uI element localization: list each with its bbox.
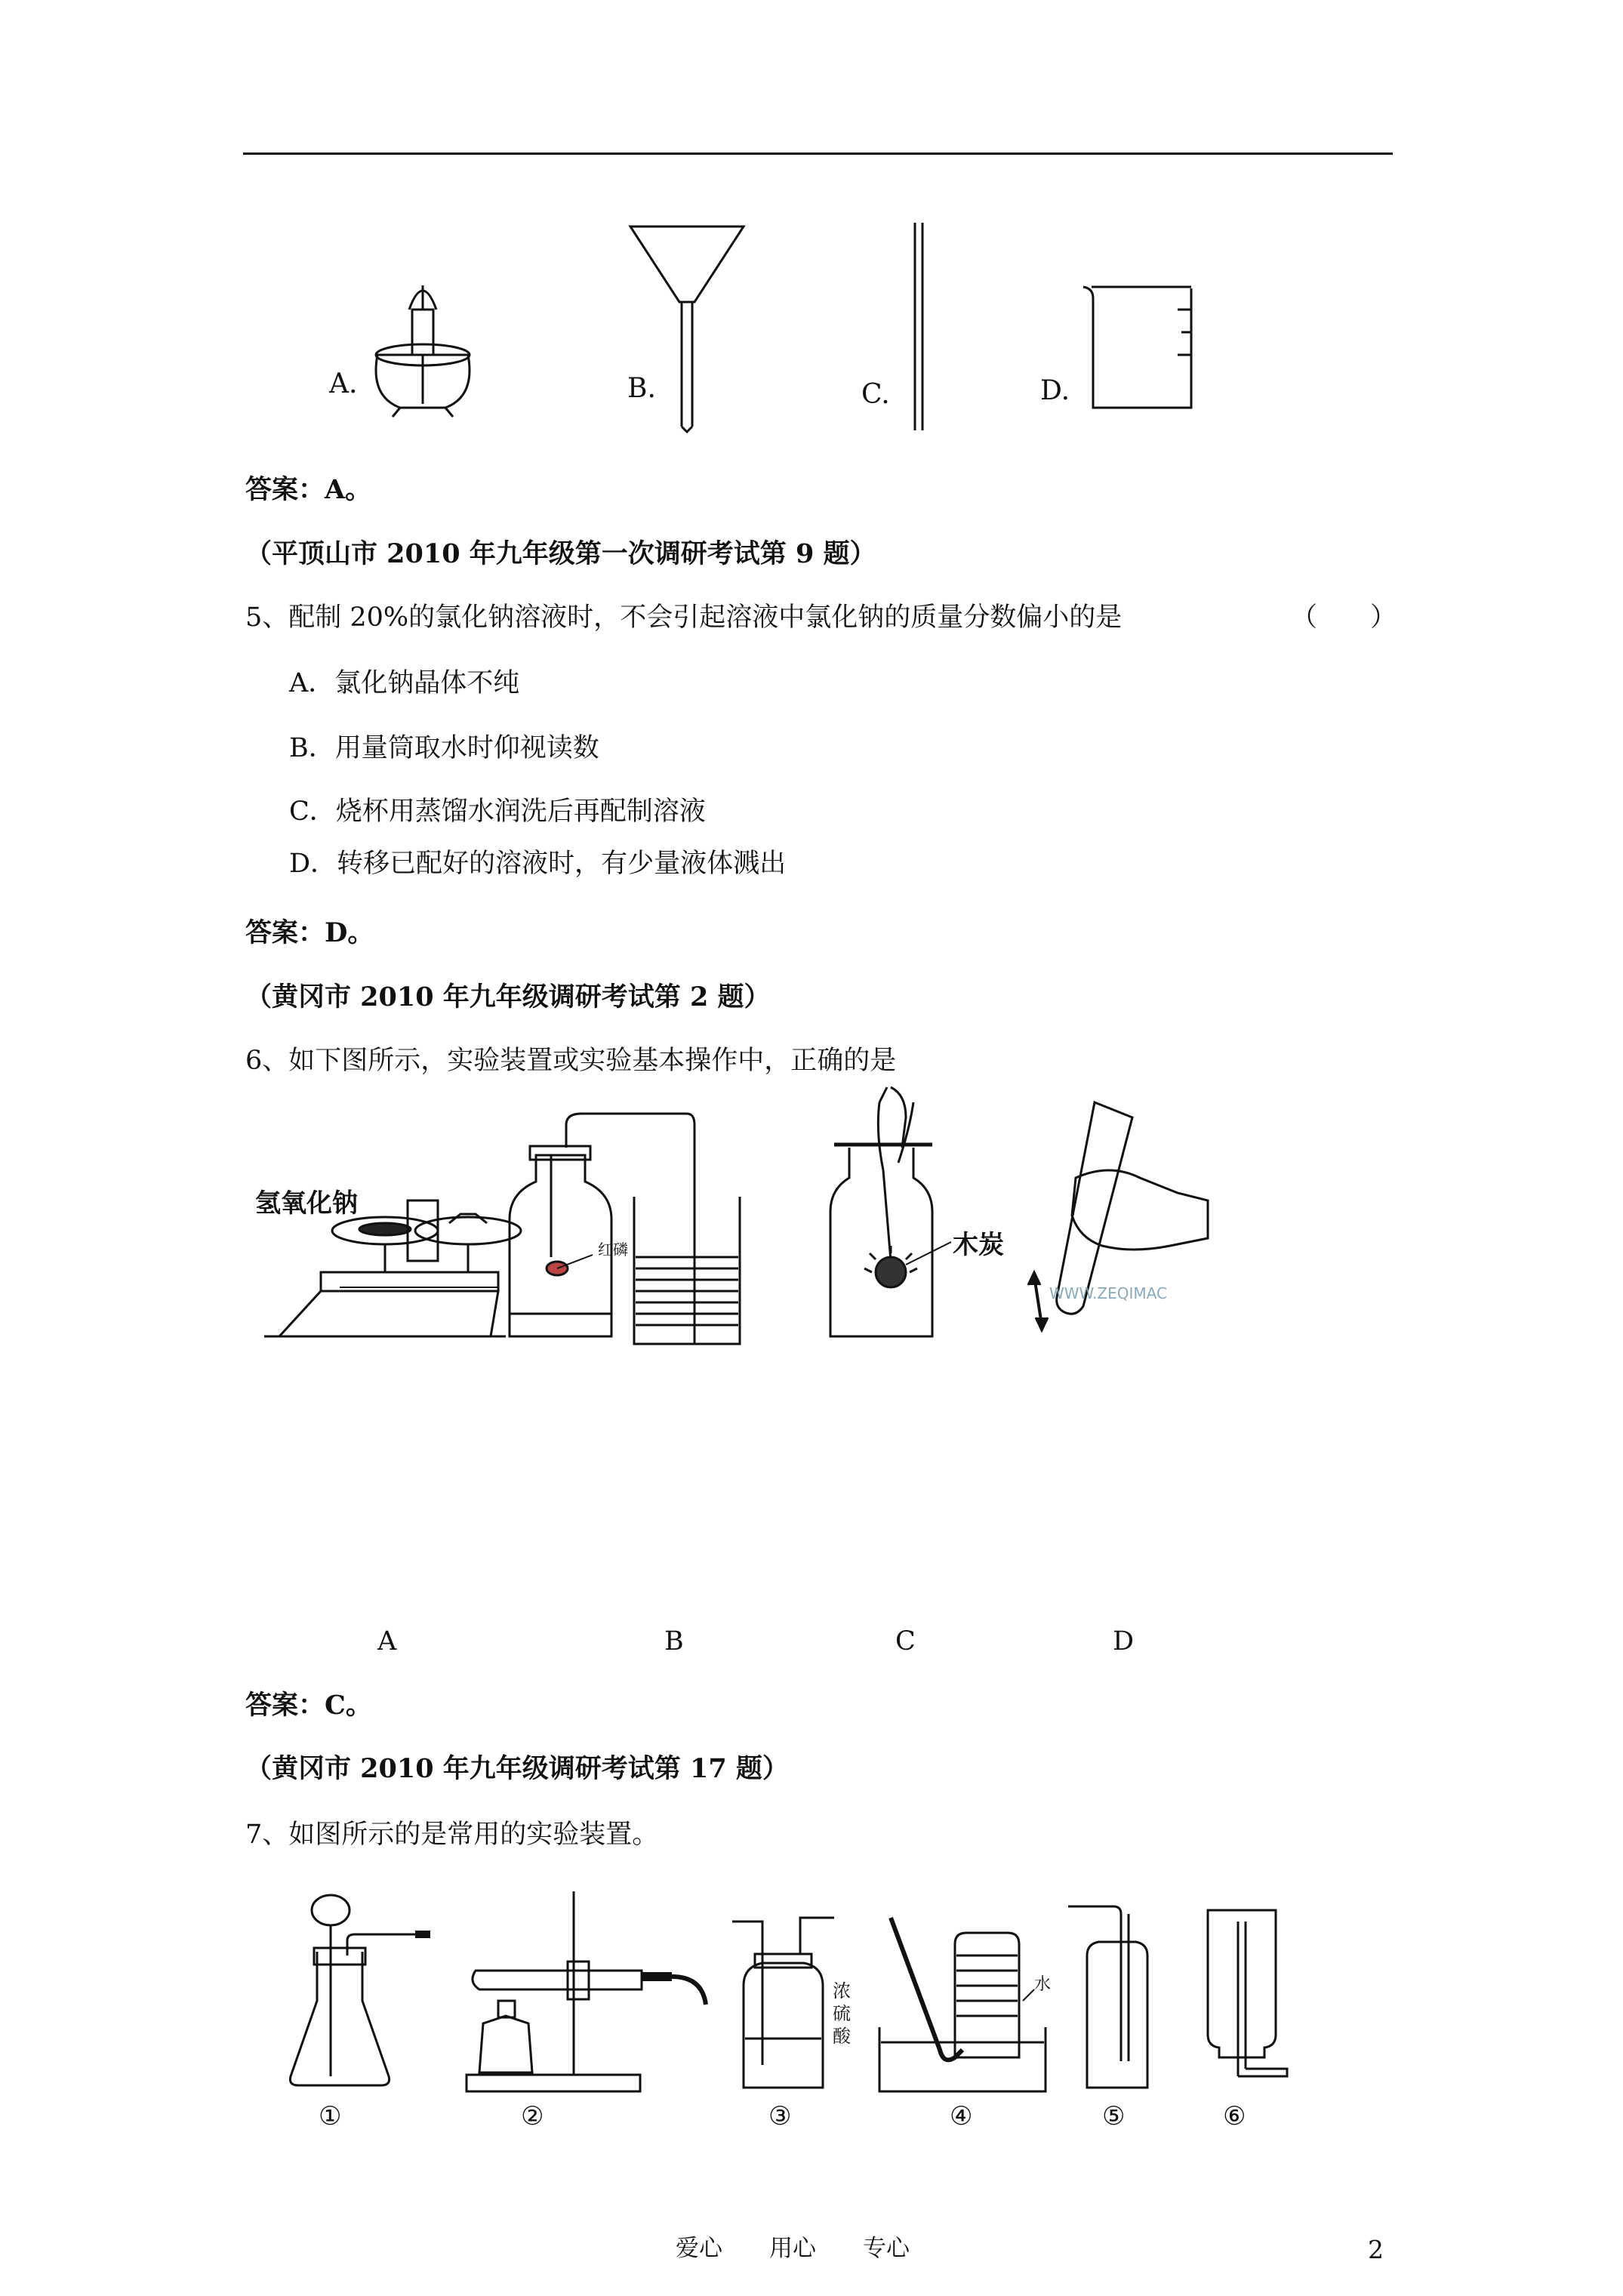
q4-option-d: D.	[1040, 375, 1070, 406]
q4-answer: 答案：A。	[245, 474, 372, 505]
q6-option-d: D	[1113, 1626, 1135, 1657]
header-rule	[243, 153, 1393, 155]
q6-source: （黄冈市 2010 年九年级调研考试第 2 题）	[245, 982, 771, 1012]
q4-option-a: A.	[329, 368, 358, 399]
heated-test-tube-icon	[467, 1891, 706, 2091]
q5-option-c: C．烧杯用蒸馏水润洗后再配制溶液	[289, 797, 706, 827]
inverted-bottle-icon	[1208, 1910, 1287, 2076]
charcoal-label: 木炭	[953, 1230, 1004, 1260]
q7-figure	[279, 1888, 1321, 2137]
q5-option-b: B．用量筒取水时仰视读数	[289, 733, 599, 763]
alcohol-lamp-icon	[376, 285, 470, 417]
q4-figure	[302, 219, 1268, 438]
q4-option-b: B.	[627, 373, 656, 404]
apparatus-3-label: ③	[768, 2101, 792, 2131]
q5-source: （平顶山市 2010 年九年级第一次调研考试第 9 题）	[245, 538, 876, 569]
conc-label-2: 硫	[833, 2003, 851, 2024]
q6-option-c: C	[895, 1626, 916, 1657]
phosphorus-apparatus-icon	[510, 1114, 740, 1344]
apparatus-4-label: ④	[950, 2101, 973, 2131]
gas-bottle-icon	[1068, 1906, 1147, 2088]
red-phosphorus-label: 红磷	[598, 1240, 628, 1259]
naoh-label: 氢氧化钠	[255, 1188, 358, 1219]
q6-figure	[249, 1087, 1276, 1351]
q6-option-a: A	[377, 1626, 397, 1657]
apparatus-2-label: ②	[521, 2101, 544, 2131]
charcoal-combustion-icon	[830, 1087, 951, 1336]
q4-option-c: C.	[861, 379, 890, 410]
flask-with-funnel-icon	[290, 1895, 430, 2085]
page-number: 2	[1368, 2235, 1384, 2264]
q6-option-b: B	[664, 1626, 684, 1657]
balance-icon	[264, 1200, 521, 1336]
apparatus-5-label: ⑤	[1102, 2101, 1126, 2131]
q5-answer: 答案：D。	[245, 917, 374, 948]
q6-answer: 答案：C。	[245, 1690, 372, 1721]
conc-label-1: 浓	[833, 1980, 851, 2002]
beaker-icon	[1083, 287, 1191, 408]
q5-option-a: A．氯化钠晶体不纯	[289, 668, 520, 698]
footer-motto: 爱心 用心 专心	[676, 2235, 910, 2262]
apparatus-1-label: ①	[319, 2101, 342, 2131]
q7-source: （黄冈市 2010 年九年级调研考试第 17 题）	[245, 1753, 789, 1784]
glass-rod-icon	[915, 223, 922, 430]
water-trough-collection-icon	[879, 1918, 1046, 2091]
watermark-label: WWW.ZEQIMAC	[1049, 1284, 1167, 1302]
q6-stem: 6、如下图所示，实验装置或实验基本操作中，正确的是	[245, 1046, 897, 1076]
q5-option-d: D．转移已配好的溶液时，有少量液体溅出	[289, 849, 787, 879]
conc-label-3: 酸	[833, 2026, 851, 2047]
water-label: 水	[1034, 1975, 1052, 1994]
q5-answer-blank: （ ）	[1291, 603, 1397, 633]
q5-stem: 5、配制 20%的氯化钠溶液时，不会引起溶液中氯化钠的质量分数偏小的是	[245, 603, 1123, 633]
apparatus-6-label: ⑥	[1223, 2101, 1246, 2131]
acid-wash-bottle-icon	[732, 1918, 834, 2088]
q7-stem: 7、如图所示的是常用的实验装置。	[245, 1820, 659, 1850]
